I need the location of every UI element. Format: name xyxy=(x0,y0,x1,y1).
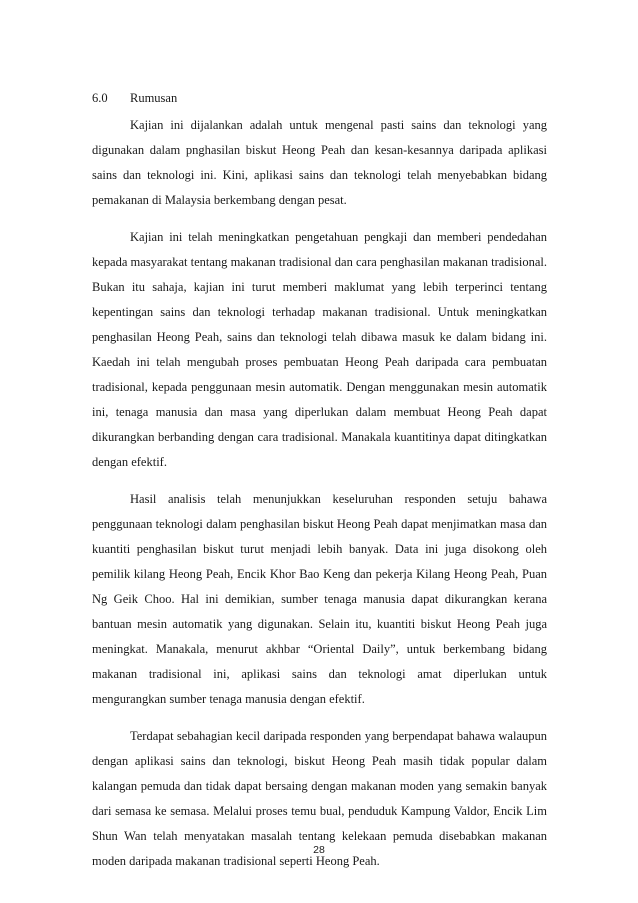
paragraph: Terdapat sebahagian kecil daripada responden yang berpendapat bahawa walaupun dengan aplikasi sains dan teknologi, biskut Heong Peah masih tidak popular dalam kalangan pemuda dan tidak dapat bersaing dengan makanan moden yang semakin banyak dari semasa ke semasa. Melalui proses temu bual, penduduk Kampung Valdor, Encik Lim Shun Wan telah menyatakan masalah tentang kelekaan pemuda disebabkan makanan moden daripada makanan tradisional seperti Heong Peah. xyxy=(92,728,547,869)
section-number: 6.0 xyxy=(92,91,108,105)
paragraph: Hasil analisis telah menunjukkan keseluruhan responden setuju bahawa penggunaan teknologi dalam penghasilan biskut Heong Peah dapat menjimatkan masa dan kuantiti penghasilan biskut turut menjadi lebih banyak. Data ini juga disokong oleh pemilik kilang Heong Peah, Encik Khor Bao Keng dan pekerja Kilang Heong Peah, Puan Ng Geik Choo. Hal ini demikian, sumber tenaga manusia dapat dikurangkan kerana bantuan mesin automatik yang digunakan. Selain itu, kuantiti biskut Heong Peah juga meningkat. Manakala, menurut akhbar “Oriental Daily”, untuk berkembang bidang makanan tradisional ini, aplikasi sains dan teknologi amat diperlukan untuk mengurangkan sumber tenaga manusia dengan efektif. xyxy=(92,491,547,707)
paragraph: Kajian ini telah meningkatkan pengetahuan pengkaji dan memberi pendedahan kepada masyarakat tentang makanan tradisional dan cara penghasilan makanan tradisional. Bukan itu sahaja, kajian ini turut memberi maklumat yang lebih terperinci tentang kepentingan sains dan teknologi terhadap makanan tradisional. Untuk meningkatkan penghasilan Heong Peah, sains dan teknologi telah dibawa masuk ke dalam bidang ini. Kaedah ini telah mengubah proses pembuatan Heong Peah daripada cara pembuatan tradisional, kepada penggunaan mesin automatik. Dengan menggunakan mesin automatik ini, tenaga manusia dan masa yang diperlukan dalam membuat Heong Peah dapat dikurangkan berbanding dengan cara tradisional. Manakala kuantitinya dapat ditingkatkan dengan efektif. xyxy=(92,229,547,470)
section-body xyxy=(92,113,547,885)
page-number: 28 xyxy=(313,844,325,856)
section-title: Rumusan xyxy=(130,91,178,105)
section-heading xyxy=(92,90,177,106)
paragraph: Kajian ini dijalankan adalah untuk mengenal pasti sains dan teknologi yang digunakan dalam pnghasilan biskut Heong Peah dan kesan-kesannya daripada aplikasi sains dan teknologi ini. Kini, aplikasi sains dan teknologi telah menyebabkan bidang pemakanan di Malaysia berkembang dengan pesat. xyxy=(92,118,547,208)
